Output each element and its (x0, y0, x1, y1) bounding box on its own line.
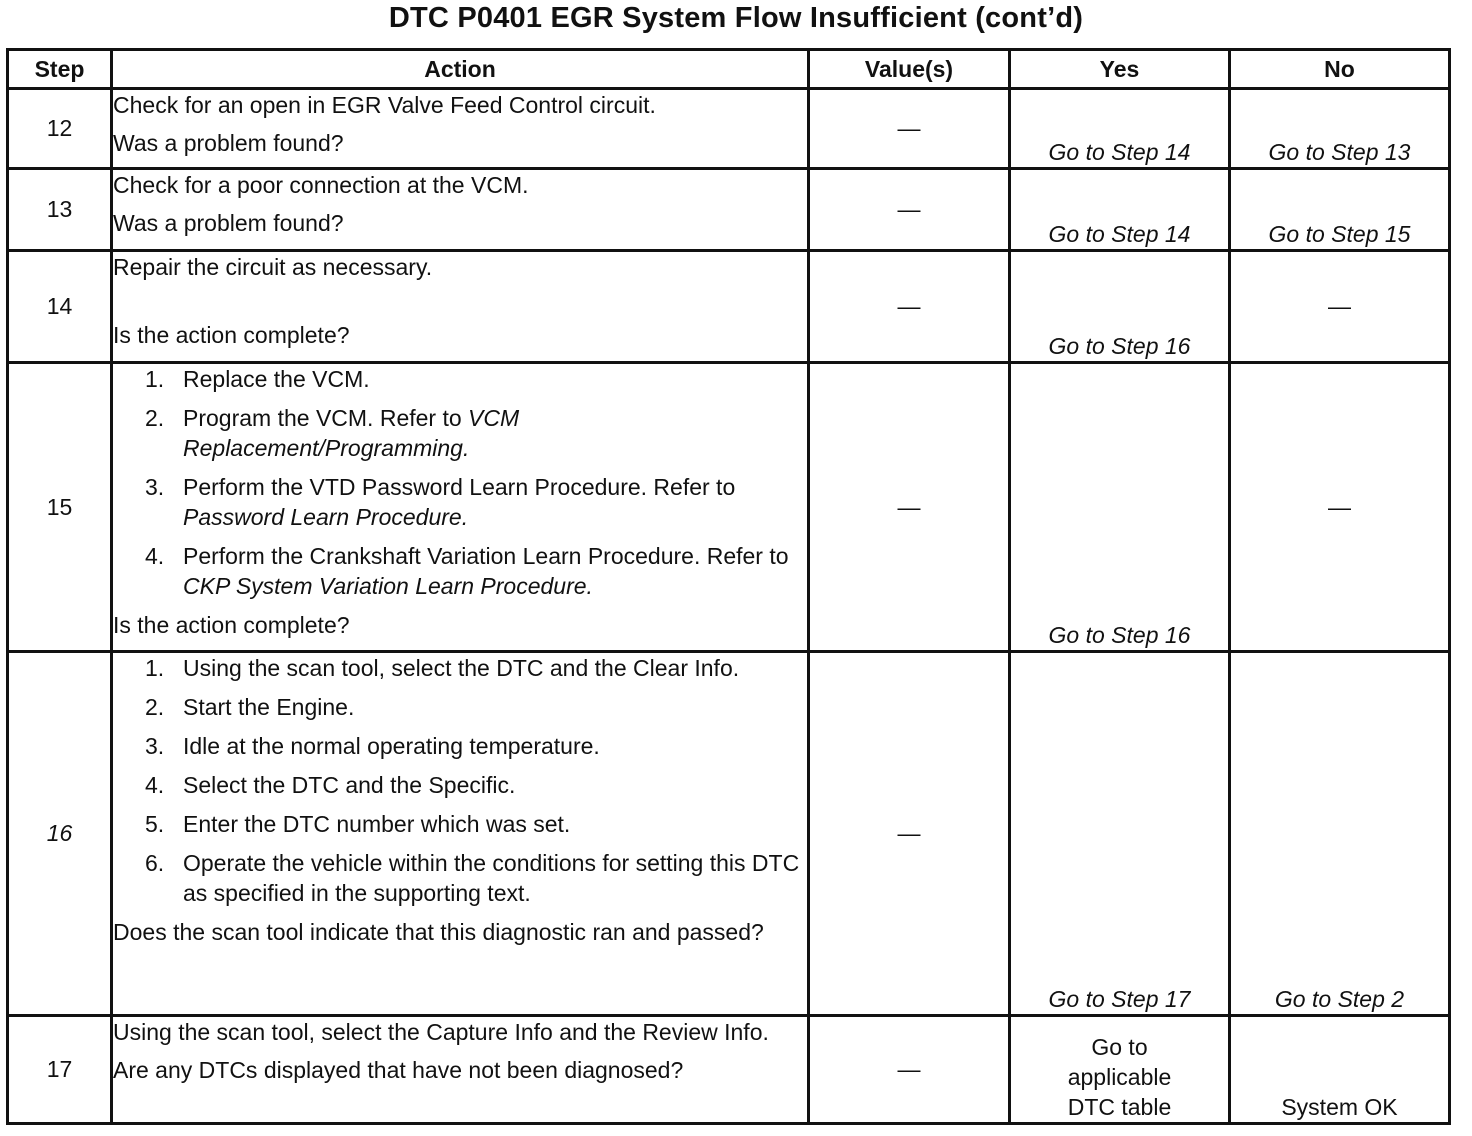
page-title: DTC P0401 EGR System Flow Insufficient (cont’d) (388, 2, 1084, 34)
list-item: 5. Enter the DTC number which was set. (145, 811, 571, 837)
action-text: Check for an open in EGR Valve Feed Control circuit. (113, 92, 656, 118)
action-cell (112, 363, 809, 652)
list-item: 2. Program the VCM. Refer to VCM Replacement/Programming. (145, 405, 520, 461)
no-cell: — (1230, 251, 1450, 363)
value-cell: — (809, 652, 1010, 1016)
action-list (113, 653, 807, 908)
yes-cell: Go to Step 17 (1010, 652, 1230, 1016)
action-text: Repair the circuit as necessary. (113, 254, 433, 280)
step-number: 16 (8, 652, 112, 1016)
yes-cell: Go to Step 14 (1010, 89, 1230, 169)
no-cell: Go to Step 13 (1230, 89, 1450, 169)
list-item: 3. Perform the VTD Password Learn Procedure. Refer to Password Learn Procedure. (145, 474, 736, 530)
yes-cell: Go to Step 16 (1010, 251, 1230, 363)
list-item: 4. Select the DTC and the Specific. (145, 772, 516, 798)
header-yes: Yes (1010, 50, 1230, 89)
header-no: No (1230, 50, 1450, 89)
action-list (113, 364, 807, 601)
no-cell: — (1230, 363, 1450, 652)
table-row-step-14 (8, 251, 1450, 363)
value-cell: — (809, 251, 1010, 363)
reference-link: Password Learn Procedure. (183, 504, 469, 530)
step-number: 17 (8, 1016, 112, 1124)
action-question: Does the scan tool indicate that this diagnostic ran and passed? (113, 919, 764, 945)
header-values: Value(s) (809, 50, 1010, 89)
no-cell: System OK (1230, 1016, 1450, 1124)
no-cell: Go to Step 15 (1230, 169, 1450, 251)
action-cell (112, 89, 809, 169)
header-action: Action (112, 50, 809, 89)
reference-link: CKP System Variation Learn Procedure. (183, 573, 593, 599)
list-item: 6. Operate the vehicle within the conditions for setting this DTC as specified in the supporting text. (145, 850, 800, 906)
list-item: 4. Perform the Crankshaft Variation Learn Procedure. Refer to CKP System Variation Learn Procedure. (145, 543, 789, 599)
list-item: 2. Start the Engine. (145, 694, 355, 720)
list-item: 1. Using the scan tool, select the DTC and the Clear Info. (145, 655, 740, 681)
action-text: Check for a poor connection at the VCM. (113, 172, 529, 198)
action-cell (112, 1016, 809, 1124)
header-row (8, 50, 1450, 89)
value-cell: — (809, 1016, 1010, 1124)
table-row-step-13 (8, 169, 1450, 251)
action-question: Is the action complete? (113, 322, 350, 348)
no-cell: Go to Step 2 (1230, 652, 1450, 1016)
value-cell: — (809, 363, 1010, 652)
action-cell (112, 652, 809, 1016)
step-number: 15 (8, 363, 112, 652)
yes-cell: Go to applicable DTC table (1010, 1016, 1230, 1124)
table-row-step-17 (8, 1016, 1450, 1124)
header-step: Step (8, 50, 112, 89)
table-row-step-16 (8, 652, 1450, 1016)
list-item: 3. Idle at the normal operating temperature. (145, 733, 600, 759)
yes-cell: Go to Step 14 (1010, 169, 1230, 251)
action-cell (112, 169, 809, 251)
value-cell: — (809, 89, 1010, 169)
action-question: Was a problem found? (113, 210, 344, 236)
action-cell (112, 251, 809, 363)
action-question: Is the action complete? (113, 612, 350, 638)
yes-cell: Go to Step 16 (1010, 363, 1230, 652)
table-row-step-12 (8, 89, 1450, 169)
table-row-step-15 (8, 363, 1450, 652)
action-question: Are any DTCs displayed that have not been diagnosed? (113, 1057, 684, 1083)
step-number: 13 (8, 169, 112, 251)
value-cell: — (809, 169, 1010, 251)
reference-link: VCM Replacement/Programming. (183, 405, 520, 461)
action-text: Using the scan tool, select the Capture Info and the Review Info. (113, 1019, 769, 1045)
step-number: 12 (8, 89, 112, 169)
dtc-table (6, 48, 1451, 1125)
step-number: 14 (8, 251, 112, 363)
list-item: 1. Replace the VCM. (145, 366, 370, 392)
action-question: Was a problem found? (113, 130, 344, 156)
